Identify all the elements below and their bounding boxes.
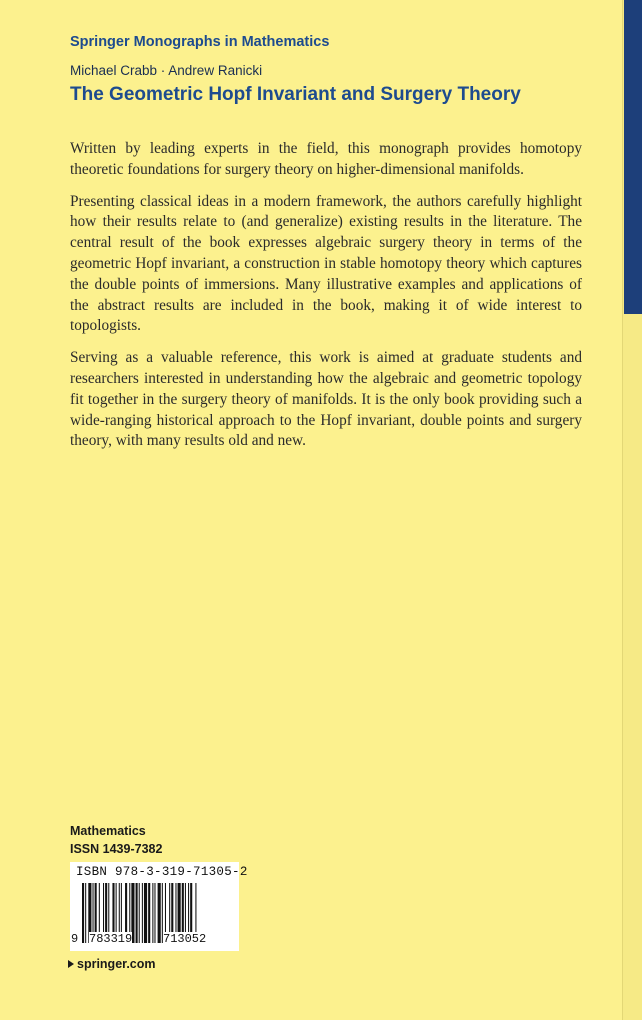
blurb bbox=[70, 139, 582, 463]
arrow-right-icon bbox=[68, 960, 74, 968]
isbn-text: ISBN 978-3-319-71305-2 bbox=[76, 865, 248, 879]
ean-first-digit: 9 bbox=[71, 932, 79, 946]
blurb-paragraph-3: Serving as a valuable reference, this work is aimed at graduate students and researchers interested in understanding how the algebraic and geometric topology fit together in the surgery theory of manifolds. It is the only book providing such a wide-ranging historical approach to the Hopf invariant, double points and surgery theory, with many results old and new. bbox=[70, 349, 582, 450]
book-spine bbox=[622, 0, 642, 1020]
series-name: Springer Monographs in Mathematics bbox=[70, 34, 330, 50]
issn: ISSN 1439-7382 bbox=[70, 842, 163, 856]
subject-category: Mathematics bbox=[70, 824, 146, 838]
spine-color-band bbox=[624, 0, 642, 314]
blurb-paragraph-2: Presenting classical ideas in a modern framework, the authors carefully highlight how their results relate to (and generalize) existing results in the literature. The central result of the book expresses algebraic surgery theory in terms of the geometric Hopf invariant, a construction in stable homotopy theory which captures the double points of immersions. Many illustrative examples and applications of the abstract results are included in the book, making it of wide interest to topologists. bbox=[70, 192, 582, 335]
blurb-paragraph-1: Written by leading experts in the field, this monograph provides homotopy theoretic foundations for surgery theory on higher-dimensional manifolds. bbox=[70, 140, 582, 178]
website-label: springer.com bbox=[77, 957, 156, 971]
ean-left-digits: 783319 bbox=[89, 932, 133, 946]
barcode-box bbox=[70, 862, 248, 951]
book-title: The Geometric Hopf Invariant and Surgery Theory bbox=[70, 84, 521, 105]
publisher-website[interactable] bbox=[68, 957, 156, 971]
author-names: Michael Crabb · Andrew Ranicki bbox=[70, 63, 263, 78]
subject-info bbox=[70, 822, 162, 858]
ean-right-digits: 713052 bbox=[163, 932, 207, 946]
